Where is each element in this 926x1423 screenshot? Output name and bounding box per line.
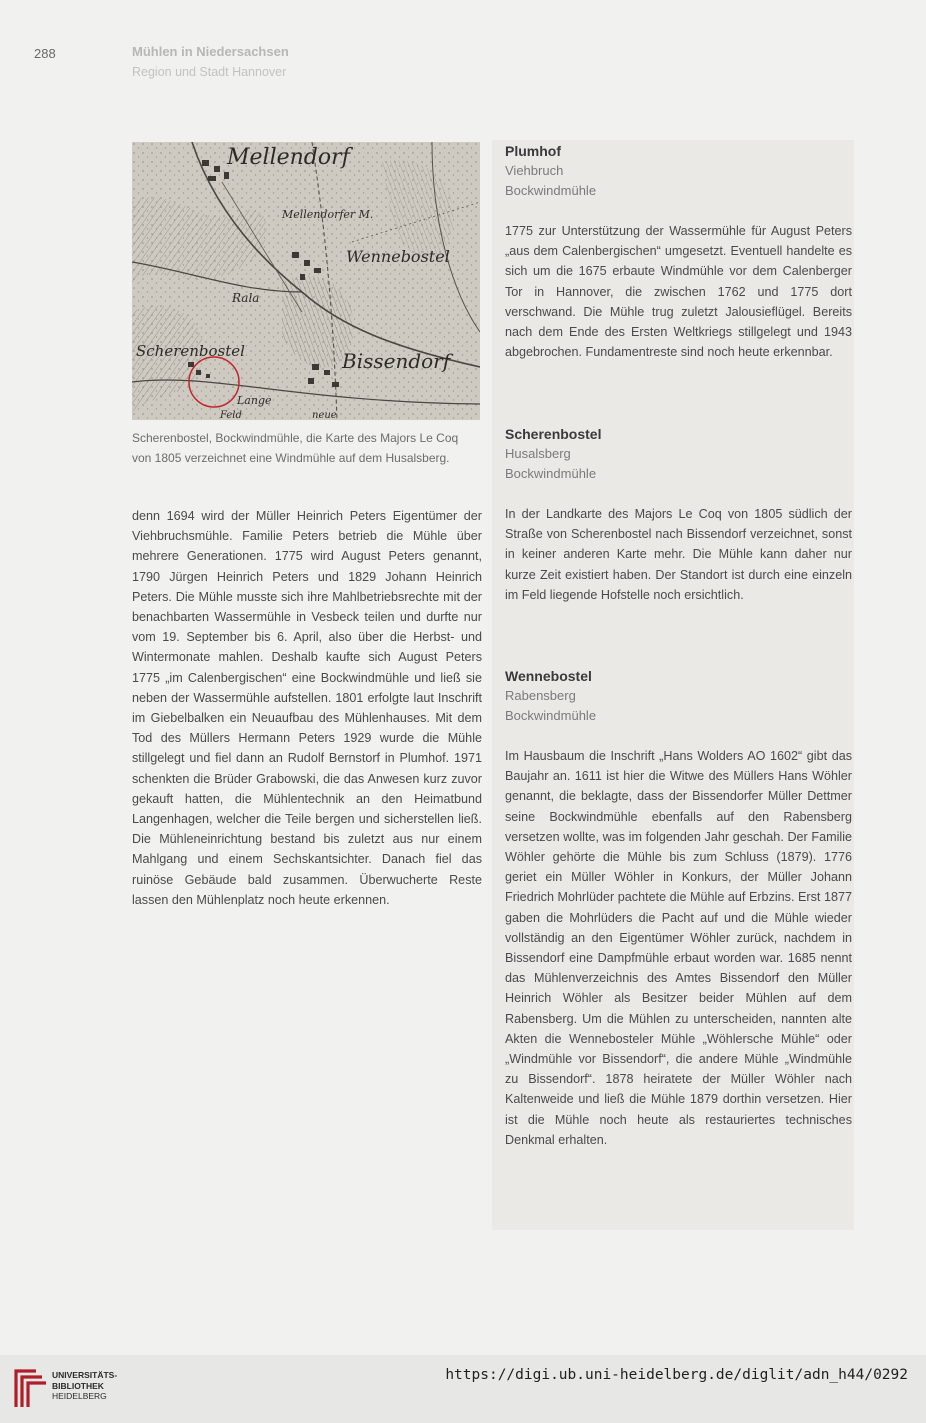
map-label-neue: neue xyxy=(312,410,337,420)
running-subtitle: Region und Stadt Hannover xyxy=(132,65,287,79)
figure-caption: Scherenbostel, Bockwindmühle, die Karte des Majors Le Coq von 1805 verzeichnet eine Windmühle auf dem Husalsberg. xyxy=(132,431,459,465)
historic-map-image xyxy=(132,142,480,420)
entry-text: Im Hausbaum die Inschrift „Hans Wolders AO 1602“ gibt das Baujahr an. 1611 ist hier die Witwe des Müllers Hans Wöhler genannt, die beklagte, dass der Bissendorfer Müller Dettmer seine Bockwindmühle ebenfalls auf den Rabensberg versetzen wollte, was im folgenden Jahr geschah. Der Familie Wöhler gehörte die Mühle bis zum Schluss (1879). 1776 geriet ein Müller Wöhler in Konkurs, der Müller Johann Friedrich Mohrlüder pachtete die Mühle auf Erbzins. Erst 1877 gaben die Mohrlüders die Pacht auf und die Mühle wieder vollständig an den Eigentümer Wöhler zurück, nachdem in Bissendorf eine Dampfmühle erbaut worden war. 1685 nennt das Mühlenverzeichnis des Amtes Bissendorf den Müller Heinrich Wöhler als Besitzer beider Mühlen auf dem Rabensberg. Um die Mühlen zu unterscheiden, nannten alte Akten die Wennebosteler Mühle „Wöhlersche Mühle“ oder „Windmühle vor Bissendorf“, die andere Mühle „Windmühle zu Bissendorf“. 1878 heiratete der Müller Wöhler nach Kaltenweide und ließ die Mühle 1879 dorthin versetzen. Hier ist die Mühle noch heute als restauriertes technisches Denkmal erhalten. xyxy=(505,749,852,1147)
entry-title: Plumhof xyxy=(505,143,561,159)
logo-line-2: BIBLIOTHEK xyxy=(52,1380,104,1391)
map-label-mellendorfer: Mellendorfer M. xyxy=(282,208,374,221)
entry-wennebostel xyxy=(505,666,852,1150)
entry-text: In der Landkarte des Majors Le Coq von 1805 südlich der Straße von Scherenbostel nach Bissendorf verzeichnet, sonst in keiner anderen Karte mehr. Die Mühle kann daher nur kurze Zeit existiert haben. Der Standort ist durch eine einzeln im Feld liegende Hofstelle noch ersichtlich. xyxy=(505,507,852,602)
map-label-mellendorf: Mellendorf xyxy=(227,145,350,170)
running-title: Mühlen in Niedersachsen xyxy=(132,44,289,59)
map-label-feld: Feld xyxy=(220,410,242,420)
university-logo-text xyxy=(52,1370,117,1402)
permalink-url[interactable]: https://digi.ub.uni-heidelberg.de/diglit/adn_h44/0292 xyxy=(445,1367,908,1383)
viewer-footer xyxy=(0,1355,926,1423)
map-label-wennebostel: Wennebostel xyxy=(346,247,450,266)
entry-text: 1775 zur Unterstützung der Wassermühle für August Peters „aus dem Calenbergischen“ umgesetzt. Eventuell handelte es sich um die 1675 erbaute Windmühle vor dem Calenberger Tor in Hannover, die zwischen 1762 und 1775 dort verschwand. Die Mühle trug zuletzt Jalousieflügel. Bereits nach dem Ende des Ersten Weltkriegs stillgelegt und 1943 abgebrochen. Fundamentreste sind noch heute erkennbar. xyxy=(505,224,852,360)
map-drawing xyxy=(132,142,480,420)
page-number: 288 xyxy=(34,46,56,61)
entry-location: Husalsberg xyxy=(505,446,571,461)
entry-type: Bockwindmühle xyxy=(505,466,597,481)
entry-location: Rabensberg xyxy=(505,688,576,703)
entry-plumhof xyxy=(505,141,852,362)
entry-title: Scherenbostel xyxy=(505,426,602,442)
left-column-text: denn 1694 wird der Müller Heinrich Peters Eigentümer der Viehbruchsmühle. Familie Peters betrieb die Mühle über mehrere Generationen. 1775 wird August Peters genannt, 1790 Jürgen Heinrich Peters und 1829 Johann Heinrich Peters. Die Mühle musste sich ihre Mahlbetriebsrechte mit der benachbarten Wassermühle in Vesbeck teilen und durfte nur vom 19. September bis 6. April, also über die Herbst- und Wintermonate mahlen. Deshalb kaufte sich August Peters 1775 „im Calenbergischen“ eine Bockwindmühle und ließ sie neben der Wassermühle aufstellen. 1801 erfolgte laut Inschrift im Giebelbalken ein Neuaufbau des Mühlenhauses. Mit dem Tod des Müllers Hermann Peters 1929 wurde die Mühle stillgelegt und fiel dann an Rudolf Bernstorf in Plumhof. 1971 schenkten die Brüder Grabowski, die das Anwesen kurz zuvor gekauft hatten, die Mühlentechnik an den Heimatbund Langenhagen, welcher die Teile bergen und sicherstellen ließ. Die Mühleneinrichtung bestand bis zuletzt aus nur einem Mahlgang und einem Sechskantsichter. Danach fiel das ruinöse Gebäude bald zusammen. Überwucherte Reste lassen den Mühlenplatz noch heute erkennen. xyxy=(132,509,482,907)
university-logo-icon xyxy=(12,1363,48,1416)
entry-scherenbostel xyxy=(505,424,852,605)
logo-line-1: UNIVERSITÄTS- xyxy=(52,1370,118,1380)
entry-location: Viehbruch xyxy=(505,163,564,178)
map-label-scherenbostel: Scherenbostel xyxy=(136,342,245,360)
map-label-rala: Rala xyxy=(232,291,260,305)
logo-line-3: HEIDELBERG xyxy=(52,1391,107,1401)
entry-title: Wennebostel xyxy=(505,668,592,684)
entry-type: Bockwindmühle xyxy=(505,183,597,198)
entry-type: Bockwindmühle xyxy=(505,708,597,723)
map-label-bissendorf: Bissendorf xyxy=(342,349,451,373)
map-label-lange: Lange xyxy=(237,394,272,407)
